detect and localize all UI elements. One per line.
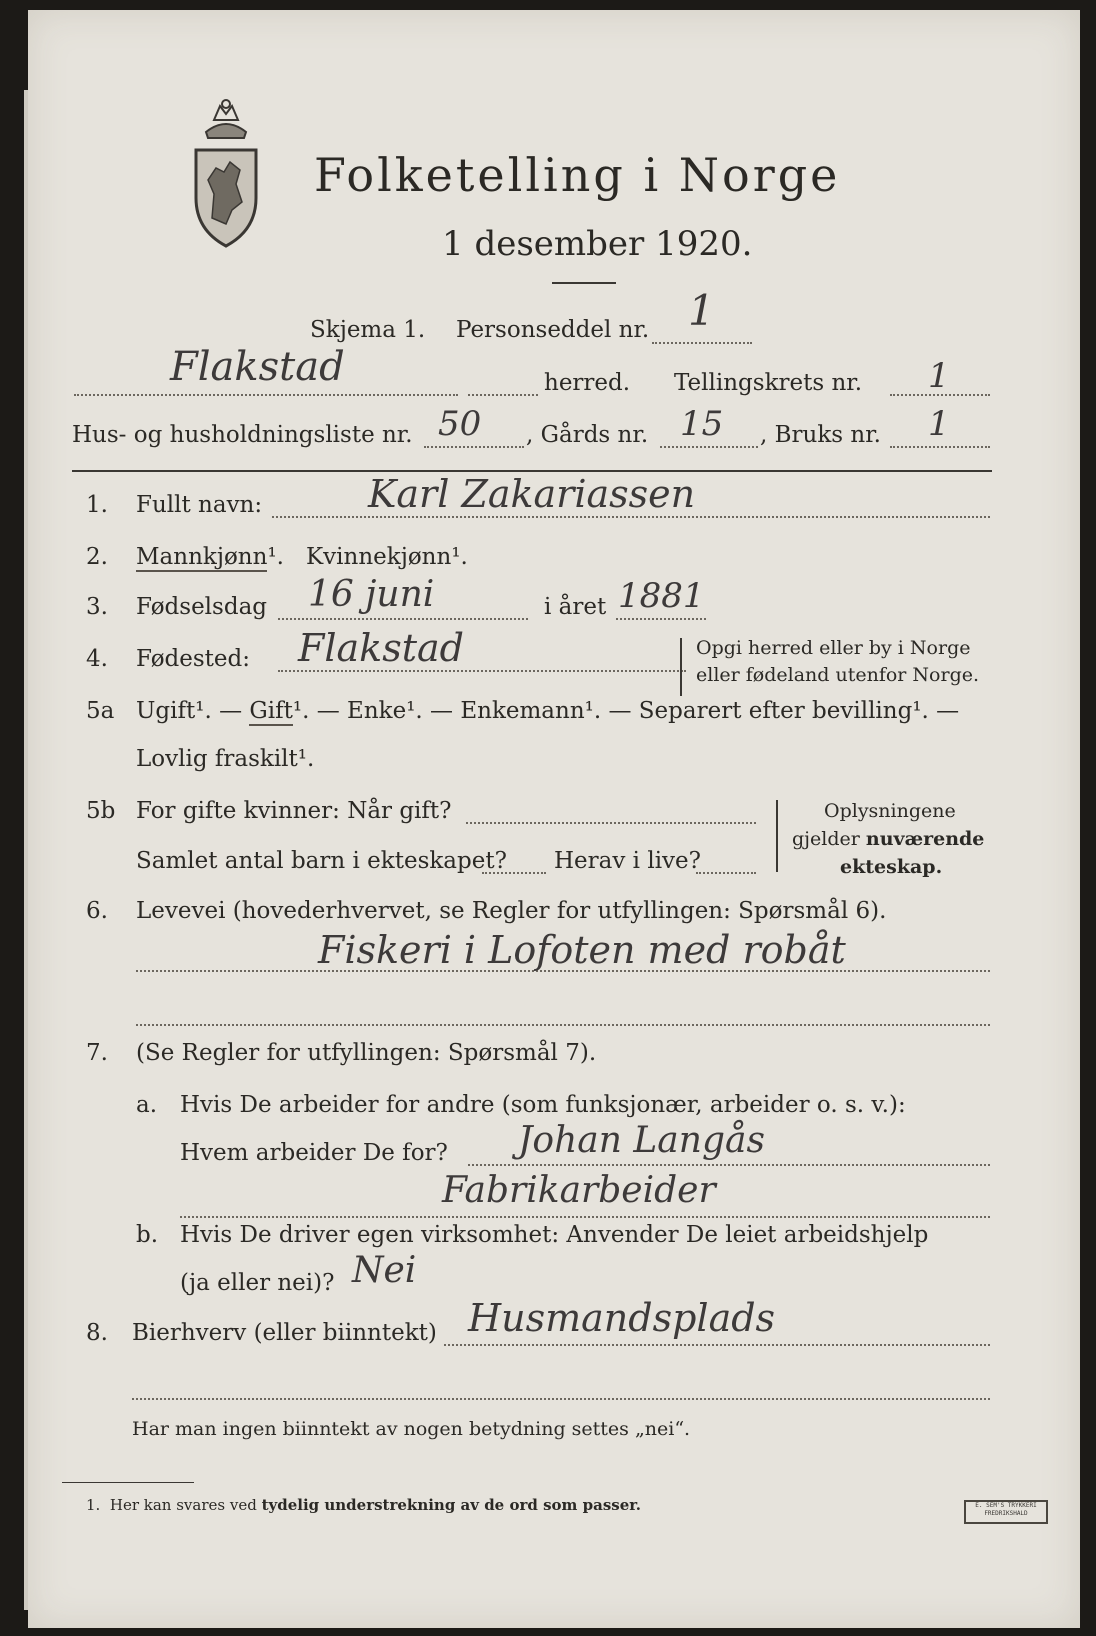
hus-line — [424, 446, 524, 448]
q2-male-text: Mannkjønn — [136, 544, 268, 570]
q3-value: 16 juni — [308, 574, 435, 615]
q5b-line3 — [696, 872, 756, 874]
q1-label: Fullt navn: — [136, 492, 263, 518]
tellingskrets-value: 1 — [928, 356, 950, 396]
q5a-sep: . — — [204, 698, 250, 724]
q7-number: 7. — [86, 1040, 108, 1066]
gards-label: , Gårds nr. — [526, 422, 649, 448]
hus-label: Hus- og husholdningsliste nr. — [72, 422, 413, 448]
coat-of-arms-icon — [190, 98, 262, 250]
q2-female-option: Kvinnekjønn¹. — [306, 544, 468, 570]
q8-line1 — [444, 1344, 990, 1346]
q2-number: 2. — [86, 544, 108, 570]
q5b-note-line1: Oplysningene — [824, 800, 956, 822]
q7b-label: Hvis De driver egen virksomhet: Anvender De leiet arbeidshjelp — [180, 1222, 929, 1248]
q7b-sub-label: (ja eller nei)? — [180, 1270, 335, 1296]
q3-year-value: 1881 — [618, 576, 705, 616]
footnote-mark: 1. — [86, 1496, 101, 1514]
q5b-note-line2: gjelder nuværende — [792, 828, 985, 850]
gards-value: 15 — [680, 404, 724, 444]
q8-number: 8. — [86, 1320, 108, 1346]
herred-line-2 — [468, 394, 538, 396]
printer-stamp: E. SEM'S TRYKKERI FREDRIKSHALD — [964, 1500, 1048, 1524]
q3-line — [278, 618, 528, 620]
q5b-label1: For gifte kvinner: Når gift? — [136, 798, 452, 824]
herred-value: Flakstad — [170, 344, 345, 390]
q7-label: (Se Regler for utfyllingen: Spørsmål 7). — [136, 1040, 597, 1066]
q5b-note-line3: ekteskap. — [840, 856, 943, 878]
herred-label: herred. — [544, 370, 631, 396]
q4-note-brace — [680, 638, 682, 696]
footer-note: Har man ingen biinntekt av nogen betydning settes „nei“. — [132, 1418, 691, 1440]
q8-label: Bierhverv (eller biinntekt) — [132, 1320, 437, 1346]
q4-value: Flakstad — [298, 626, 464, 670]
q7b-letter: b. — [136, 1222, 159, 1248]
q3-label: Fødselsdag — [136, 594, 268, 620]
q8-value: Husmandsplads — [468, 1296, 776, 1340]
personseddel-line — [652, 342, 752, 344]
q5b-number: 5b — [86, 798, 116, 824]
q6-line2 — [136, 1024, 990, 1026]
schema-label: Skjema 1. — [310, 317, 426, 343]
q5b-label3: Herav i live? — [554, 848, 701, 874]
q4-number: 4. — [86, 646, 108, 672]
bruks-value: 1 — [928, 404, 950, 444]
footnote: 1. Her kan svares ved tydelig understrekning av de ord som passer. — [86, 1496, 642, 1514]
q3-year-label: i året — [544, 594, 607, 620]
q7a-line1 — [468, 1164, 990, 1166]
q7a-value1: Johan Langås — [518, 1120, 765, 1161]
census-date: 1 desember 1920. — [442, 224, 753, 264]
q7a-sub-label: Hvem arbeider De for? — [180, 1140, 448, 1166]
q7a-value2: Fabrikarbeider — [442, 1170, 716, 1211]
q3-year-line — [616, 618, 706, 620]
q7a-line2 — [180, 1216, 990, 1218]
q1-value: Karl Zakariassen — [368, 472, 696, 516]
q4-line — [278, 670, 686, 672]
page-title: Folketelling i Norge — [314, 148, 841, 202]
gards-line — [660, 446, 758, 448]
personseddel-label: Personseddel nr. — [456, 317, 650, 343]
q4-note-line1: Opgi herred eller by i Norge — [696, 637, 971, 659]
q2-male-option: Mannkjønn¹. — [136, 544, 284, 570]
q5a-gift: Gift — [249, 698, 293, 724]
q1-number: 1. — [86, 492, 108, 518]
q7b-value: Nei — [352, 1250, 417, 1291]
q5a-number: 5a — [86, 698, 115, 724]
bruks-line — [890, 446, 990, 448]
q6-label: Levevei (hovederhvervet, se Regler for utfyllingen: Spørsmål 6). — [136, 898, 887, 924]
bruks-label: , Bruks nr. — [760, 422, 881, 448]
q1-line — [272, 516, 990, 518]
q4-note-line2: eller fødeland utenfor Norge. — [696, 664, 980, 686]
q4-label: Fødested: — [136, 646, 251, 672]
q5a-line2: Lovlig fraskilt¹. — [136, 746, 315, 772]
personseddel-value: 1 — [688, 286, 715, 335]
q5a-options: Ugift¹. — Gift¹. — Enke¹. — Enkemann¹. — Separert efter bevilling¹. — — [136, 698, 960, 724]
footnote-rule — [62, 1482, 194, 1483]
q8-line2 — [132, 1398, 990, 1400]
title-divider — [552, 282, 616, 284]
q6-number: 6. — [86, 898, 108, 924]
hus-value: 50 — [438, 404, 482, 444]
q3-number: 3. — [86, 594, 108, 620]
q5b-line1 — [466, 822, 756, 824]
census-form — [28, 10, 1080, 1628]
q6-value: Fiskeri i Lofoten med robåt — [318, 928, 846, 972]
q5b-note-brace — [776, 800, 778, 872]
q5a-ugift: Ugift — [136, 698, 196, 724]
q5b-label2: Samlet antal barn i ekteskapet? — [136, 848, 507, 874]
q7a-label: Hvis De arbeider for andre (som funksjonær, arbeider o. s. v.): — [180, 1092, 906, 1118]
tellingskrets-label: Tellingskrets nr. — [674, 370, 863, 396]
q2-female-text: Kvinnekjønn — [306, 544, 452, 570]
q5a-rest: . — Enke¹. — Enkemann¹. — Separert efter bevilling¹. — — [302, 698, 960, 724]
q5b-line2 — [482, 872, 546, 874]
q7a-letter: a. — [136, 1092, 158, 1118]
herred-line — [74, 394, 458, 396]
